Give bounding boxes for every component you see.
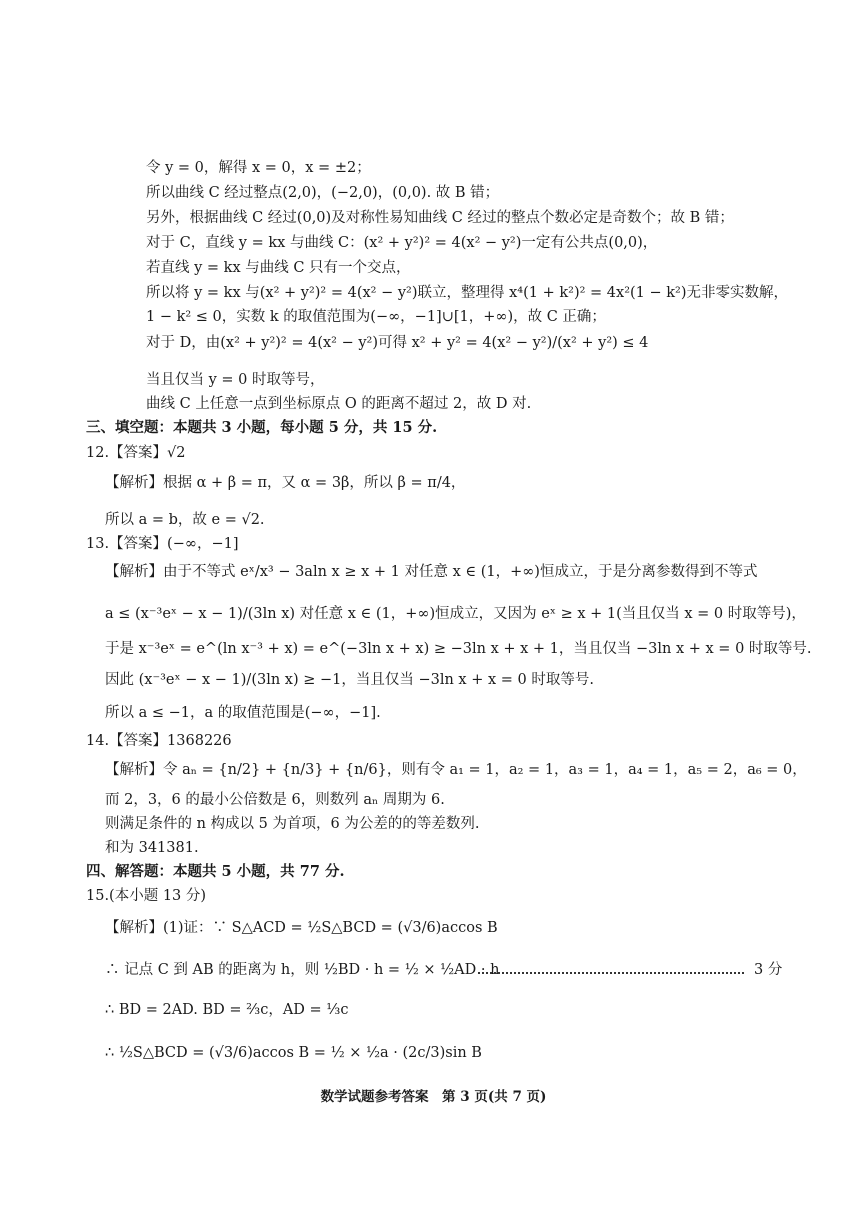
text-line: ∴ 记点 C 到 AB 的距离为 h，则 ½BD · h = ½ × ½AD · h (105, 962, 500, 978)
text-line: 所以曲线 C 经过整点(2,0)，(−2,0)，(0,0). 故 B 错； (146, 185, 500, 201)
text-line: 【解析】令 aₙ = {n/2} + {n/3} + {n/6}，则有令 a₁ = 1，a₂ = 1，a₃ = 1，a₄ = 1，a₅ = 2，a₆ = 0， (105, 762, 807, 778)
text-line: 对于 D，由(x² + y²)² = 4(x² − y²)可得 x² + y² = 4(x² − y²)/(x² + y²) ≤ 4 (146, 335, 649, 351)
text-line: 另外，根据曲线 C 经过(0,0)及对称性易知曲线 C 经过的整点个数必定是奇数个；故 B 错； (146, 210, 734, 226)
text-line: 令 y = 0，解得 x = 0，x = ±2； (146, 160, 371, 176)
text-line: 所以将 y = kx 与(x² + y²)² = 4(x² − y²)联立，整理得 x⁴(1 + k²)² = 4x²(1 − k²)无非零实数解， (146, 285, 789, 301)
text-line: 因此 (x⁻³eˣ − x − 1)/(3ln x) ≥ −1，当且仅当 −3ln x + x = 0 时取等号. (105, 672, 594, 688)
section-heading: 三、填空题：本题共 3 小题，每小题 5 分，共 15 分. (86, 419, 438, 436)
text-line: 所以 a = b，故 e = √2. (105, 512, 265, 528)
page-footer: 数学试题参考答案 第 3 页(共 7 页) (320, 1089, 547, 1105)
text-line: ∴ ½S△BCD = (√3/6)accos B = ½ × ½a · (2c/3)sin B (105, 1045, 482, 1061)
answer-line: 13.【答案】(−∞，−1] (86, 536, 239, 552)
text-line: 所以 a ≤ −1，a 的取值范围是(−∞，−1]. (105, 705, 381, 721)
problem-heading: 15.(本小题 13 分) (86, 888, 207, 904)
text-line: 和为 341381. (105, 840, 199, 856)
text-line: 若直线 y = kx 与曲线 C 只有一个交点， (146, 260, 411, 276)
text-line: 【解析】由于不等式 eˣ/x³ − 3aln x ≥ x + 1 对任意 x ∈ (1，+∞)恒成立，于是分离参数得到不等式 (105, 564, 758, 580)
score-mark: 3 分 (754, 962, 783, 978)
section-heading: 四、解答题：本题共 5 小题，共 77 分. (86, 863, 345, 880)
text-line: 【解析】根据 α + β = π，又 α = 3β，所以 β = π/4， (105, 475, 466, 491)
text-line: 1 − k² ≤ 0，实数 k 的取值范围为(−∞，−1]∪[1，+∞)，故 C 正确； (146, 309, 606, 325)
text-line: 对于 C，直线 y = kx 与曲线 C：(x² + y²)² = 4(x² − y²)一定有公共点(0,0)， (146, 235, 658, 251)
text-line: 于是 x⁻³eˣ = e^(ln x⁻³ + x) = e^(−3ln x + x) ≥ −3ln x + x + 1，当且仅当 −3ln x + x = 0 时取等号. (105, 641, 812, 657)
answer-line: 14.【答案】1368226 (86, 733, 232, 749)
answer-line: 12.【答案】√2 (86, 445, 186, 461)
score-leader-dots (478, 972, 744, 974)
text-line: 当且仅当 y = 0 时取等号， (146, 372, 325, 388)
text-line: 而 2，3，6 的最小公倍数是 6，则数列 aₙ 周期为 6. (105, 792, 445, 808)
text-line: 【解析】(1)证：∵ S△ACD = ½S△BCD = (√3/6)accos B (105, 920, 498, 936)
text-line: 曲线 C 上任意一点到坐标原点 O 的距离不超过 2，故 D 对. (146, 396, 532, 412)
text-line: a ≤ (x⁻³eˣ − x − 1)/(3ln x) 对任意 x ∈ (1，+∞)恒成立，又因为 eˣ ≥ x + 1(当且仅当 x = 0 时取等号)， (105, 606, 806, 622)
text-line: 则满足条件的 n 构成以 5 为首项，6 为公差的的等差数列. (105, 816, 480, 832)
text-line: ∴ BD = 2AD. BD = ⅔c，AD = ⅓c (105, 1002, 349, 1018)
